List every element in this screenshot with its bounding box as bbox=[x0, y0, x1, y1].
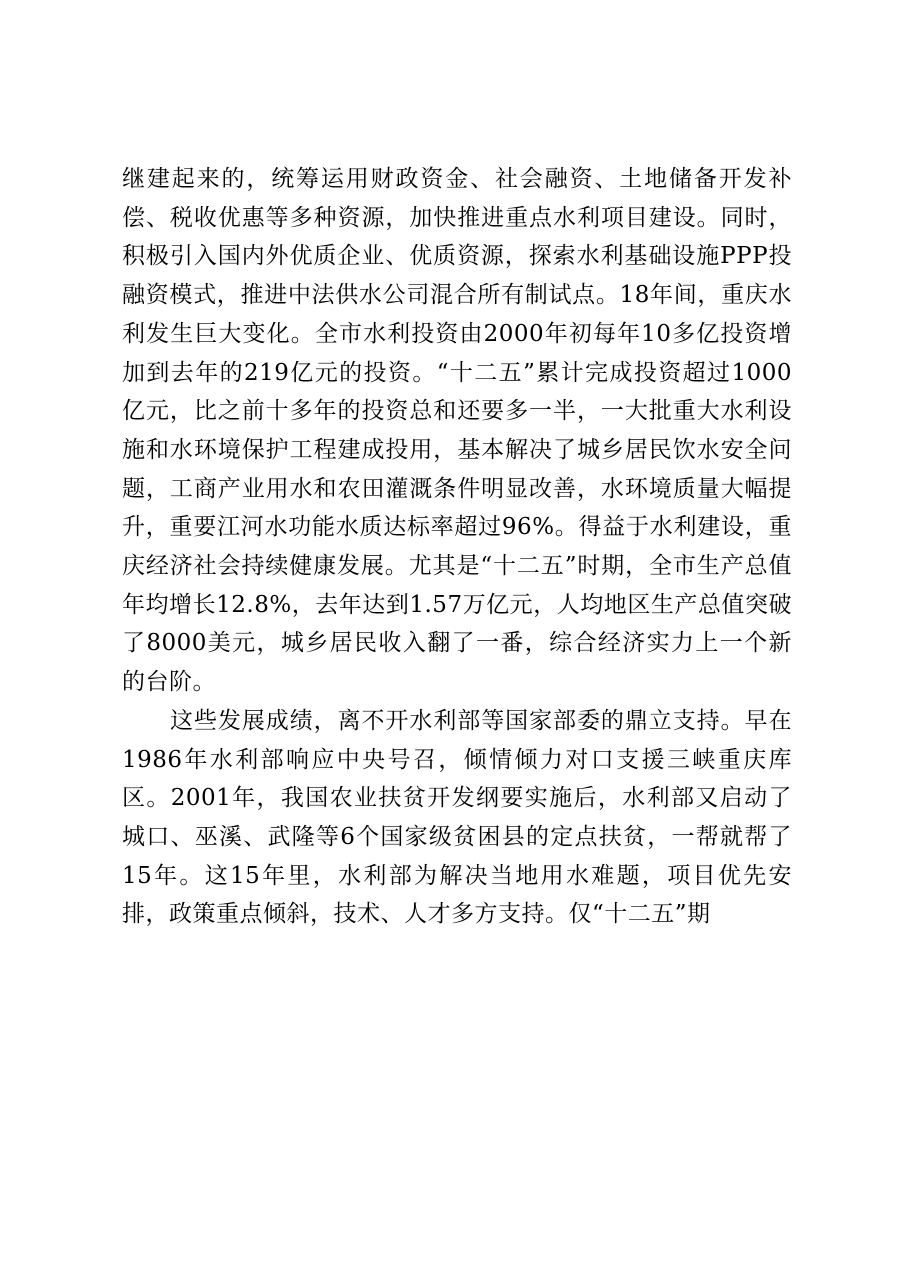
paragraph-2: 这些发展成绩，离不开水利部等国家部委的鼎立支持。早在1986年水利部响应中央号召，倾情倾力对口支援三峡重庆库区。2001年，我国农业扶贫开发纲要实施后，水利部又启动了城口、巫溪、武隆等6个国家级贫困县的定点扶贫，一帮就帮了15年。这15年里，水利部为解决当地用水难题，项目优先安排，政策重点倾斜，技术、人才多方支持。仅“十二五”期 bbox=[122, 707, 792, 928]
document-body bbox=[122, 160, 792, 934]
paragraph-1: 继建起来的，统筹运用财政资金、社会融资、土地储备开发补偿、税收优惠等多种资源，加快推进重点水利项目建设。同时，积极引入国内外优质企业、优质资源，探索水利基础设施PPP投融资模式，推进中法供水公司混合所有制试点。18年间，重庆水利发生巨大变化。全市水利投资由2000年初每年10多亿投资增加到去年的219亿元的投资。“十二五”累计完成投资超过1000亿元，比之前十多年的投资总和还要多一半，一大批重大水利设施和水环境保护工程建成投用，基本解决了城乡居民饮水安全问题，工商产业用水和农田灌溉条件明显改善，水环境质量大幅提升，重要江河水功能水质达标率超过96%。得益于水利建设，重庆经济社会持续健康发展。尤其是“十二五”时期，全市生产总值年均增长12.8%，去年达到1.57万亿元，人均地区生产总值突破了8000美元，城乡居民收入翻了一番，综合经济实力上一个新的台阶。 bbox=[122, 166, 792, 696]
